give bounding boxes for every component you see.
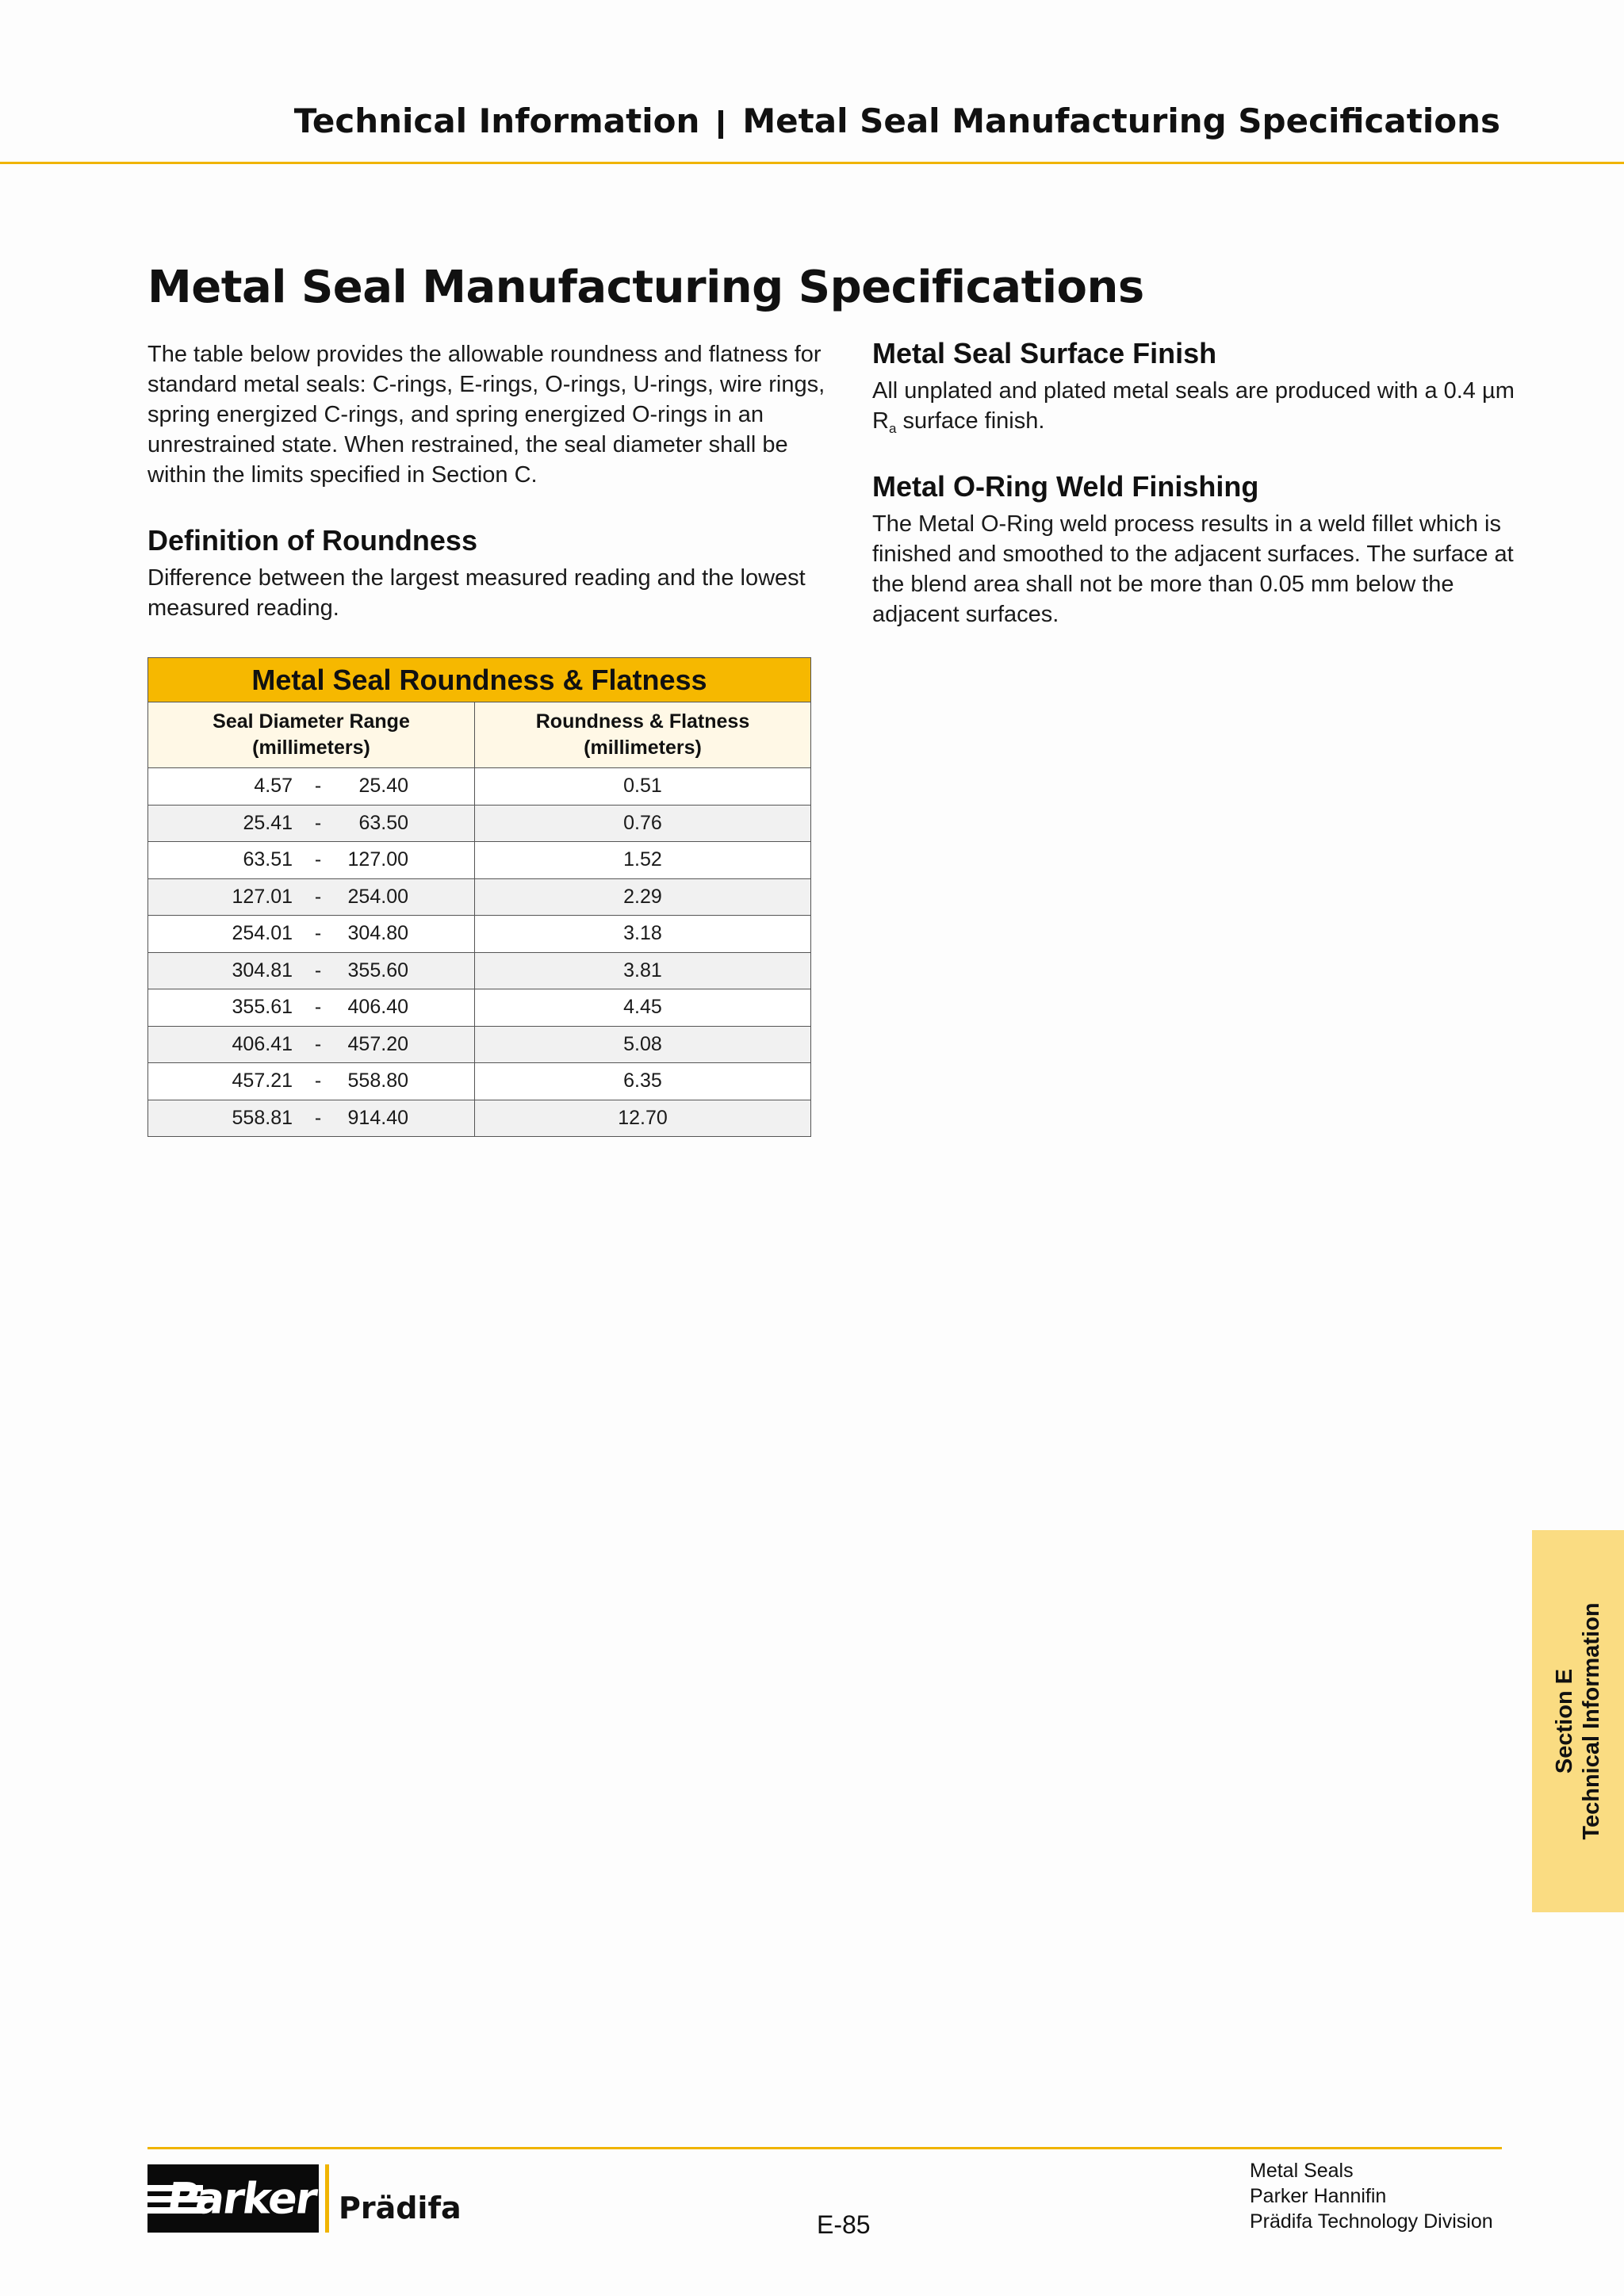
footer-line-3: Prädifa Technology Division: [1250, 2210, 1493, 2233]
column-header-diameter-line2: (millimeters): [252, 737, 370, 759]
logo-divider: [325, 2164, 329, 2233]
table-row: [148, 768, 811, 806]
parker-pradifa-logo: [147, 2164, 462, 2233]
range-dash: -: [314, 996, 322, 1019]
header-separator: [718, 110, 723, 139]
weld-text: The Metal O-Ring weld process results in a weld fillet which is finished and smoothed to the adjacent surfaces. The surface at the blend area shall not be more than 0.05 mm below the adjacent surfaces.: [872, 511, 1514, 627]
header-rule: [0, 162, 1624, 164]
diameter-range-cell: [148, 768, 475, 806]
surface-finish-text-part1: All unplated and plated metal seals are produced with a 0.4 µm: [872, 378, 1515, 404]
side-tab-line1: Section E: [1552, 1668, 1577, 1774]
range-dash: -: [314, 959, 322, 982]
roundness-value: 0.51: [475, 768, 811, 806]
roundness-value: 2.29: [475, 878, 811, 916]
page-title: Metal Seal Manufacturing Specifications: [147, 262, 1144, 313]
parker-logo-box: [147, 2164, 319, 2233]
column-header-roundness-line2: (millimeters): [584, 737, 702, 759]
column-header-diameter-line1: Seal Diameter Range: [213, 710, 410, 733]
pradifa-wordmark: Prädifa: [339, 2191, 462, 2225]
diameter-range-cell: [148, 1026, 475, 1063]
range-low: 127.01: [232, 885, 293, 908]
roundness-heading: Definition of Roundness: [147, 524, 477, 557]
roundness-value: 12.70: [475, 1100, 811, 1137]
table-row: [148, 989, 811, 1027]
diameter-range-cell: [148, 952, 475, 989]
range-dash: -: [314, 775, 322, 798]
surface-finish-heading: Metal Seal Surface Finish: [872, 337, 1217, 369]
range-dash: -: [314, 848, 322, 871]
table-row: [148, 1100, 811, 1137]
table-row: [148, 805, 811, 842]
running-header: [294, 101, 1500, 140]
ra-subscript: a: [888, 421, 897, 436]
range-high: 406.40: [347, 996, 408, 1019]
footer-info: [1250, 2158, 1493, 2234]
range-low: 25.41: [243, 811, 293, 834]
right-column: [872, 336, 1530, 629]
range-low: 355.61: [232, 996, 293, 1019]
range-dash: -: [314, 922, 322, 945]
ra-symbol: R: [872, 408, 889, 434]
table-row: [148, 842, 811, 879]
range-high: 25.40: [358, 775, 408, 798]
parker-wordmark: Parker: [163, 2173, 319, 2224]
range-high: 355.60: [347, 959, 408, 982]
running-header-topic: Metal Seal Manufacturing Specifications: [742, 101, 1500, 140]
weld-heading: Metal O-Ring Weld Finishing: [872, 470, 1259, 503]
left-column: [147, 339, 829, 623]
range-dash: -: [314, 811, 322, 834]
table-row: [148, 916, 811, 953]
footer-rule: [147, 2147, 1502, 2149]
diameter-range-cell: [148, 989, 475, 1027]
surface-finish-text: [872, 376, 1530, 436]
diameter-range-cell: [148, 878, 475, 916]
page-number: E-85: [817, 2210, 871, 2239]
range-low: 406.41: [232, 1032, 293, 1055]
column-header-roundness-line1: Roundness & Flatness: [535, 710, 750, 733]
range-low: 63.51: [243, 848, 293, 871]
roundness-value: 1.52: [475, 842, 811, 879]
diameter-range-cell: [148, 1063, 475, 1100]
diameter-range-cell: [148, 1100, 475, 1137]
range-low: 558.81: [232, 1106, 293, 1129]
column-header-roundness-flatness: [475, 702, 811, 768]
side-tab-line2: Technical Information: [1579, 1602, 1604, 1840]
table-row: [148, 878, 811, 916]
column-header-diameter-range: [148, 702, 475, 768]
range-high: 63.50: [358, 811, 408, 834]
roundness-value: 3.18: [475, 916, 811, 953]
diameter-range-cell: [148, 842, 475, 879]
range-dash: -: [314, 1032, 322, 1055]
roundness-value: 6.35: [475, 1063, 811, 1100]
range-low: 457.21: [232, 1070, 293, 1093]
range-high: 304.80: [347, 922, 408, 945]
range-low: 254.01: [232, 922, 293, 945]
footer-line-2: Parker Hannifin: [1250, 2185, 1387, 2207]
intro-paragraph: The table below provides the allowable roundness and flatness for standard metal seals: C-rings, E-rings, O-rings, U-rings, wire rings, spring energized C-rings, and spring energized O-rings in an unrestrained state. When restrained, the seal diameter shall be within the limits specified in Section C.: [147, 342, 825, 488]
diameter-range-cell: [148, 805, 475, 842]
roundness-value: 0.76: [475, 805, 811, 842]
range-low: 4.57: [254, 775, 293, 798]
table-caption: Metal Seal Roundness & Flatness: [148, 658, 811, 702]
range-dash: -: [314, 1106, 322, 1129]
roundness-value: 4.45: [475, 989, 811, 1027]
range-high: 558.80: [347, 1070, 408, 1093]
table-row: [148, 1063, 811, 1100]
surface-finish-text-part2: surface finish.: [896, 408, 1045, 434]
roundness-value: 3.81: [475, 952, 811, 989]
range-high: 254.00: [347, 885, 408, 908]
roundness-flatness-table: [147, 657, 811, 1137]
diameter-range-cell: [148, 916, 475, 953]
range-dash: -: [314, 1070, 322, 1093]
range-high: 127.00: [347, 848, 408, 871]
range-low: 304.81: [232, 959, 293, 982]
running-header-section: Technical Information: [293, 101, 700, 140]
section-side-tab: [1532, 1530, 1624, 1912]
side-tab-text: [1551, 1602, 1605, 1839]
footer-line-1: Metal Seals: [1250, 2160, 1354, 2182]
roundness-value: 5.08: [475, 1026, 811, 1063]
range-dash: -: [314, 885, 322, 908]
range-high: 457.20: [347, 1032, 408, 1055]
roundness-text: Difference between the largest measured reading and the lowest measured reading.: [147, 565, 806, 621]
table-row: [148, 1026, 811, 1063]
range-high: 914.40: [347, 1106, 408, 1129]
table-row: [148, 952, 811, 989]
